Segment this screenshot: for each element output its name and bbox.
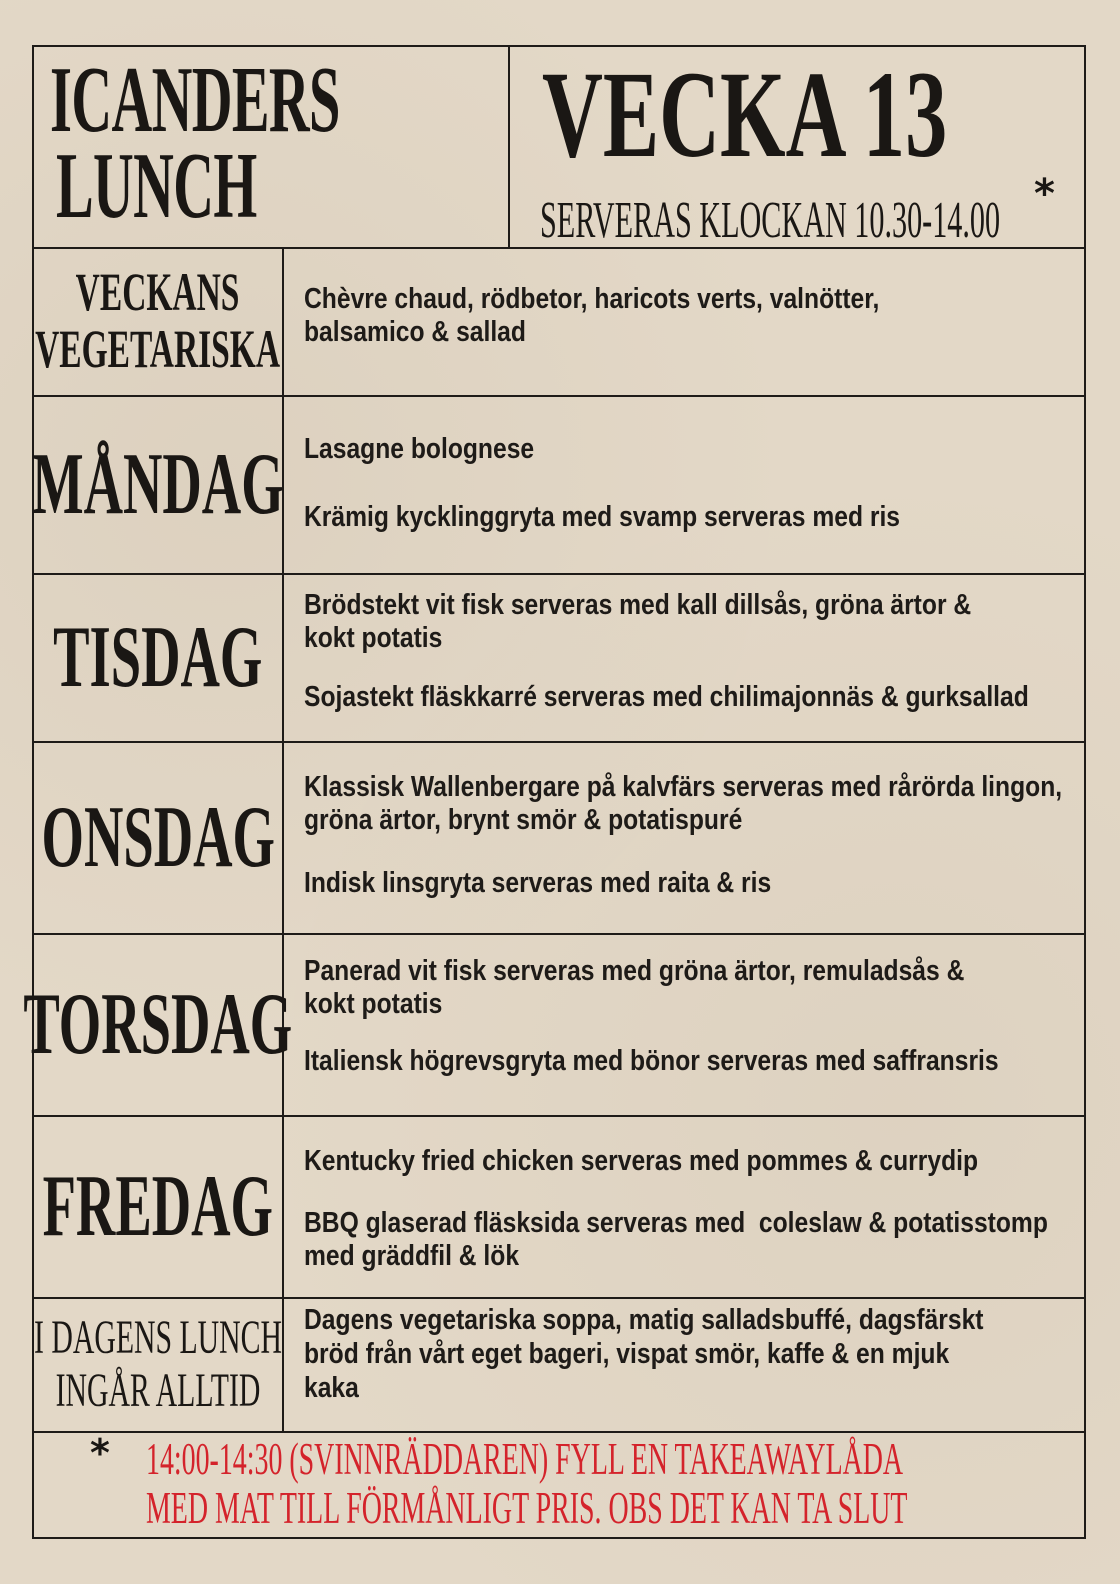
- row-label: ONSDAG: [41, 789, 275, 886]
- menu-row-wednesday: [34, 743, 1084, 935]
- dish: Chèvre chaud, rödbetor, haricots verts, valnötter, balsamico & sallad: [304, 283, 880, 348]
- takeaway-note: [146, 1435, 907, 1533]
- asterisk: *: [1034, 171, 1055, 217]
- row-label: FREDAG: [42, 1158, 274, 1255]
- logo: [50, 48, 533, 239]
- week-number: VECKA 13: [542, 46, 948, 183]
- dish: Dagens vegetariska soppa, matig salladsbuffé, dagsfärskt bröd från vårt eget bageri, vispat smör, kaffe & en mjuk kaka: [304, 1304, 984, 1404]
- row-label: I DAGENS LUNCH INGÅR ALLTID: [34, 1311, 283, 1417]
- lunch-menu: [23, 45, 1086, 1539]
- dish: Krämig kycklinggryta med svamp serveras med ris: [304, 501, 901, 533]
- dish: Lasagne bolognese: [304, 433, 535, 465]
- menu-row-monday: [34, 397, 1084, 575]
- dish: Indisk linsgryta serveras med raita & ris: [304, 867, 772, 899]
- header-divider: [508, 47, 510, 247]
- dish: Italiensk högrevsgryta med bönor serveras med saffransris: [304, 1045, 999, 1077]
- menu-row-vegetarian: [34, 247, 1084, 397]
- logo-line2: LUNCH: [56, 134, 257, 239]
- asterisk: *: [90, 1431, 110, 1475]
- menu-row-always-included: [34, 1299, 1084, 1433]
- menu-header: [34, 47, 1084, 249]
- menu-row-tuesday: [34, 575, 1084, 743]
- row-label: VECKANS VEGETARISKA: [35, 262, 281, 379]
- footer-note: [34, 1423, 1084, 1539]
- menu-row-friday: [34, 1117, 1084, 1299]
- dish: Kentucky fried chicken serveras med pommes & currydip: [304, 1145, 979, 1177]
- dish: Brödstekt vit fisk serveras med kall dillsås, gröna ärtor & kokt potatis: [304, 589, 972, 654]
- dish: BBQ glaserad fläsksida serveras med coleslaw & potatisstomp med gräddfil & lök: [304, 1207, 1048, 1272]
- menu-row-thursday: [23, 935, 1084, 1117]
- serving-hours: SERVERAS KLOCKAN 10.30-14.00: [540, 192, 1001, 249]
- row-label: MÅNDAG: [32, 436, 284, 533]
- row-label: TORSDAG: [23, 976, 293, 1073]
- dish: Sojastekt fläskkarré serveras med chilimajonnäs & gurksallad: [304, 681, 1029, 713]
- dish: Klassisk Wallenbergare på kalvfärs serveras med rårörda lingon, gröna ärtor, brynt smör & potatispuré: [304, 771, 1063, 836]
- takeaway-note-line1: 14:00-14:30 (SVINNRÄDDAREN) FYLL EN TAKEAWAYLÅDA: [146, 1434, 904, 1484]
- dish: Panerad vit fisk serveras med gröna ärtor, remuladsås & kokt potatis: [304, 955, 965, 1020]
- logo-line1: ICANDERS: [50, 48, 340, 152]
- row-label: TISDAG: [53, 609, 263, 706]
- takeaway-note-line2: MED MAT TILL FÖRMÅNLIGT PRIS. OBS DET KAN TA SLUT: [146, 1483, 908, 1533]
